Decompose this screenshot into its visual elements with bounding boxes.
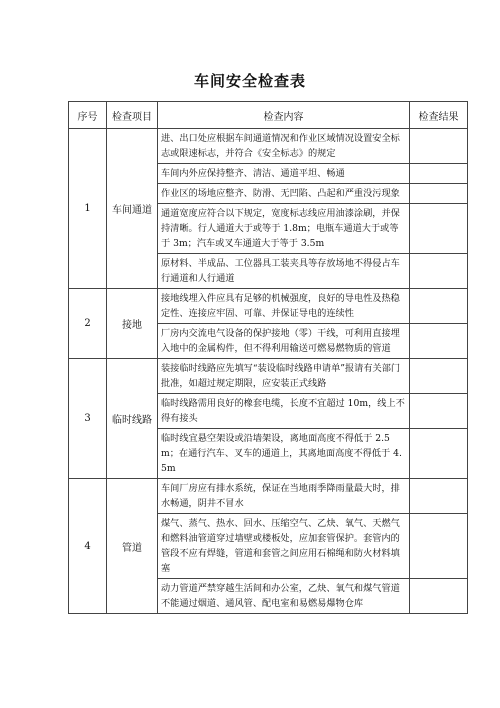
check-result-cell[interactable] bbox=[410, 429, 468, 479]
check-result-cell[interactable] bbox=[410, 129, 468, 164]
header-result: 检查结果 bbox=[410, 102, 468, 129]
check-result-cell[interactable] bbox=[410, 254, 468, 289]
check-content: 临时线路需用良好的橡套电缆，长度不宜超过 10m，线上不得有接头 bbox=[158, 394, 410, 429]
header-item: 检查项目 bbox=[107, 102, 158, 129]
check-content: 临时线宜悬空架设或沿墙架设，离地面高度不得低于 2.5m；在通行汽车、叉车的通道上，其离地面高度不得低于 4.5m bbox=[158, 429, 410, 479]
check-result-cell[interactable] bbox=[410, 394, 468, 429]
header-seq: 序号 bbox=[69, 102, 107, 129]
check-content: 车间内外应保持整齐、清洁、通道平坦、畅通 bbox=[158, 164, 410, 184]
section-item: 临时线路 bbox=[107, 359, 158, 479]
check-result-cell[interactable] bbox=[410, 514, 468, 579]
section-seq: 2 bbox=[69, 289, 107, 359]
section-item: 接地 bbox=[107, 289, 158, 359]
check-result-cell[interactable] bbox=[410, 324, 468, 359]
check-content: 接地线埋入件应具有足够的机械强度，良好的导电性及热稳定性、连接应牢固、可靠、并保证导电的连续性 bbox=[158, 289, 410, 324]
inspection-table bbox=[68, 101, 468, 614]
section-seq: 1 bbox=[69, 129, 107, 289]
header-row bbox=[69, 102, 468, 129]
section-item: 管道 bbox=[107, 479, 158, 614]
section-seq: 3 bbox=[69, 359, 107, 479]
table-row bbox=[69, 359, 468, 394]
check-content: 厂房内交流电气设备的保护接地（零）干线，可利用直接埋入地中的金属构件，但不得利用输送可燃易燃物质的管道 bbox=[158, 324, 410, 359]
table-row bbox=[69, 129, 468, 164]
section-item: 车间通道 bbox=[107, 129, 158, 289]
check-content: 作业区的场地应整齐、防滑、无凹陷、凸起和严重没污现象 bbox=[158, 184, 410, 204]
check-content: 进、出口处应根据车间通道情况和作业区域情况设置安全标志或限速标志，并符合《安全标志》的规定 bbox=[158, 129, 410, 164]
table-row bbox=[69, 289, 468, 324]
check-content: 煤气、蒸气、热水、回水、压缩空气、乙炔、氧气、天燃气和燃料油管道穿过墙壁或楼板处，应加套管保护。套管内的管段不应有焊缝，管道和套管之间应用石棉绳和防火材料填塞 bbox=[158, 514, 410, 579]
section-seq: 4 bbox=[69, 479, 107, 614]
check-result-cell[interactable] bbox=[410, 579, 468, 614]
check-content: 装接临时线路应先填写“装设临时线路申请单”报请有关部门批准，如超过规定期限，应安装正式线路 bbox=[158, 359, 410, 394]
check-content: 原材料、半成品、工位器具工装夹具等存放场地不得侵占车行通道和人行通道 bbox=[158, 254, 410, 289]
header-content: 检查内容 bbox=[158, 102, 410, 129]
check-content: 通道宽度应符合以下规定，宽度标志线应用油漆涂刷，并保持清晰。行人通道大于或等于 1.8m；电瓶车通道大于或等于 3m；汽车或叉车通道大于等于 3.5m bbox=[158, 204, 410, 254]
check-result-cell[interactable] bbox=[410, 184, 468, 204]
check-content: 动力管道严禁穿越生活间和办公室，乙炔、氧气和煤气管道不能通过烟道、通风管、配电室和易燃易爆物仓库 bbox=[158, 579, 410, 614]
check-result-cell[interactable] bbox=[410, 204, 468, 254]
check-result-cell[interactable] bbox=[410, 289, 468, 324]
table-row bbox=[69, 479, 468, 514]
check-content: 车间厂房应有排水系统，保证在当地雨季降雨量最大时，排水畅通，阴井不冒水 bbox=[158, 479, 410, 514]
document-title: 车间安全检查表 bbox=[193, 72, 306, 90]
check-result-cell[interactable] bbox=[410, 164, 468, 184]
check-result-cell[interactable] bbox=[410, 479, 468, 514]
check-result-cell[interactable] bbox=[410, 359, 468, 394]
